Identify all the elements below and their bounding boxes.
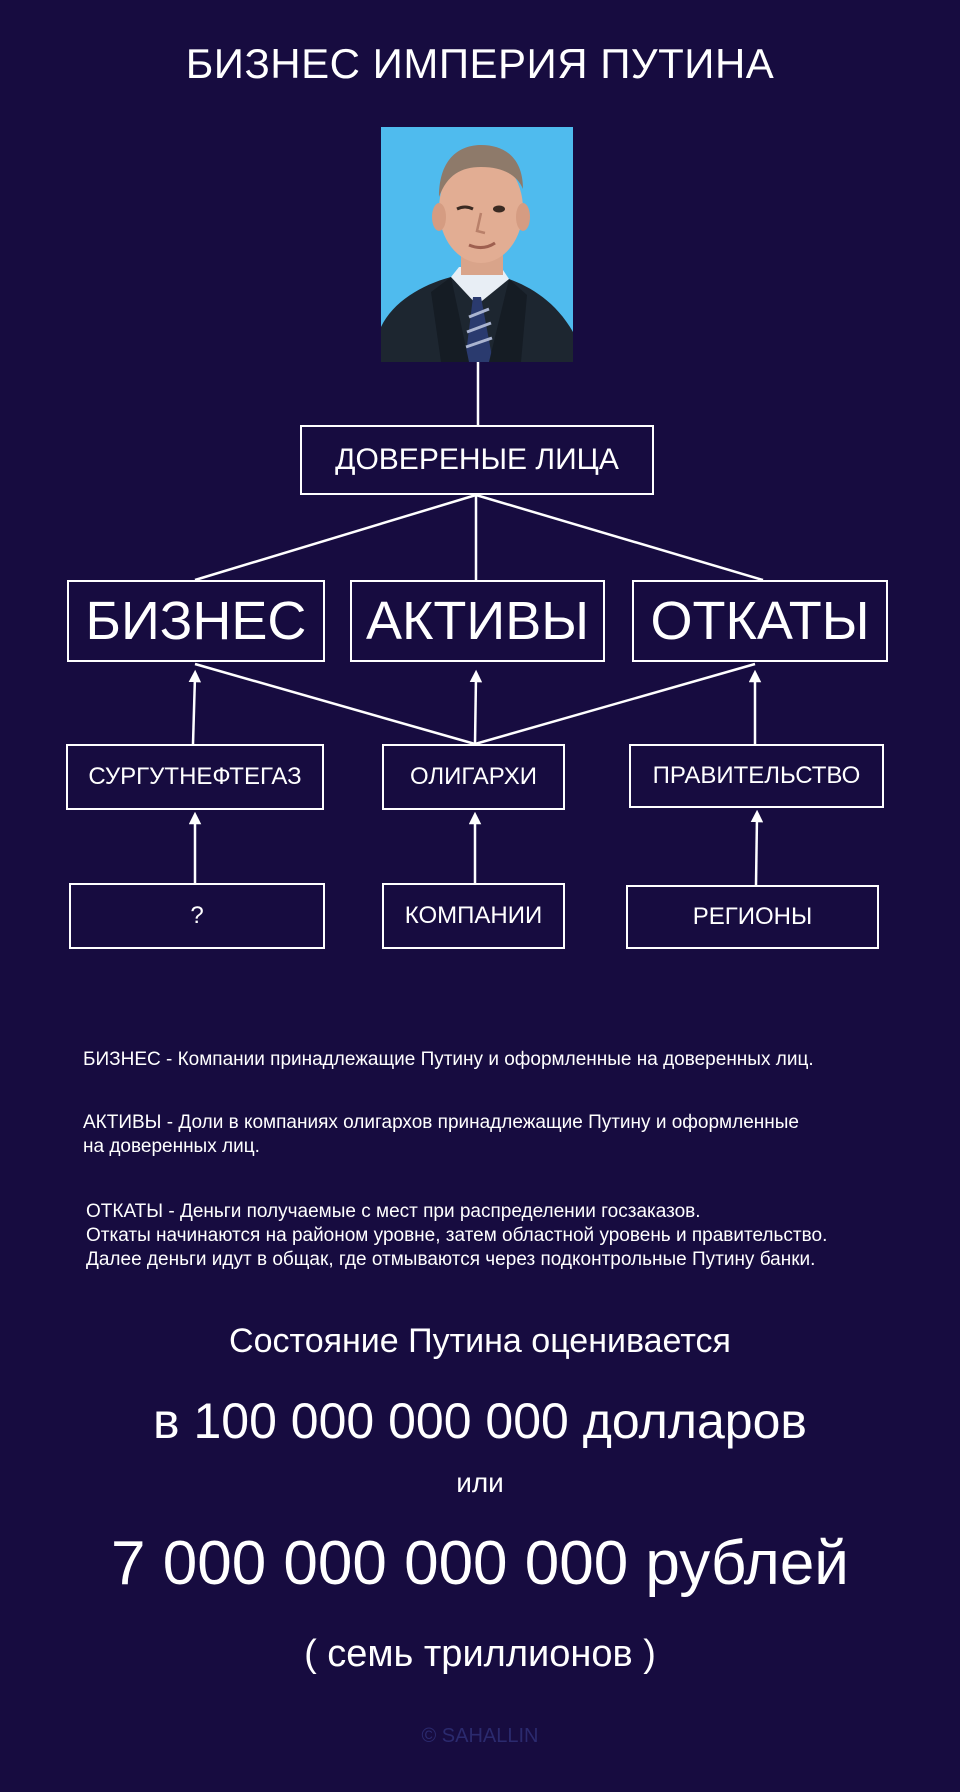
trusted-to-kickbacks-line — [476, 495, 763, 580]
net-worth-rub: 7 000 000 000 000 рублей — [111, 1529, 849, 1598]
net-worth-intro: Состояние Путина оценивается — [229, 1322, 731, 1360]
node-unknown: ? — [69, 883, 325, 949]
page-title: БИЗНЕС ИМПЕРИЯ ПУТИНА — [185, 40, 775, 87]
node-oligarchs: ОЛИГАРХИ — [382, 744, 565, 810]
node-kickbacks: ОТКАТЫ — [632, 580, 888, 662]
assets-description — [83, 1111, 799, 1159]
oligarchs-to-business-line — [195, 664, 475, 744]
net-worth-or: или — [456, 1467, 504, 1498]
kickbacks-description-line-1: ОТКАТЫ - Деньги получаемые с мест при распределении госзаказов. — [86, 1201, 701, 1222]
trusted-to-business-line — [195, 495, 476, 580]
oligarchs-to-kickbacks-line — [475, 664, 755, 744]
assets-description-line-1: АКТИВЫ - Доли в компаниях олигархов принадлежащие Путину и оформленные — [83, 1112, 799, 1133]
regions-to-government-arrow — [756, 816, 757, 885]
net-worth-usd: в 100 000 000 000 долларов — [153, 1393, 807, 1449]
surgut-to-business-arrow — [193, 676, 195, 744]
oligarchs-to-assets-arrow — [475, 676, 476, 744]
node-trusted-persons: ДОВЕРЕНЫЕ ЛИЦА — [300, 425, 654, 495]
kickbacks-description-line-2: Откаты начинаются на районом уровне, затем областной уровень и правительство. — [86, 1225, 828, 1246]
node-assets: АКТИВЫ — [350, 580, 605, 662]
node-surgutneftegaz: СУРГУТНЕФТЕГАЗ — [66, 744, 324, 810]
kickbacks-description — [86, 1200, 827, 1272]
node-business: БИЗНЕС — [67, 580, 325, 662]
node-regions: РЕГИОНЫ — [626, 885, 879, 949]
node-companies: КОМПАНИИ — [382, 883, 565, 949]
node-government: ПРАВИТЕЛЬСТВО — [629, 744, 884, 808]
net-worth-rub-words: ( семь триллионов ) — [304, 1633, 656, 1675]
assets-description-line-2: на доверенных лиц. — [83, 1136, 260, 1157]
watermark: © SAHALLIN — [421, 1725, 539, 1747]
business-description: БИЗНЕС - Компании принадлежащие Путину и оформленные на доверенных лиц. — [83, 1049, 814, 1070]
kickbacks-description-line-3: Далее деньги идут в общак, где отмываются через подконтрольные Путину банки. — [86, 1249, 816, 1270]
